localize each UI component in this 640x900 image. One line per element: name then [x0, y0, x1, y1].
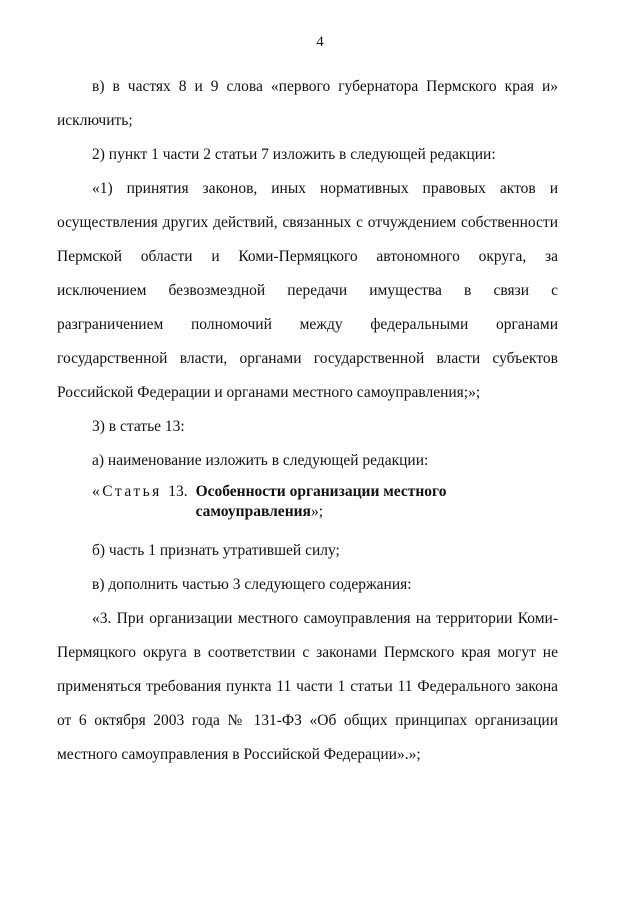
paragraph-quoted-part-3: «3. При организации местного самоуправления на территории Коми-Пермяцкого округа в соответствии с законами Пермского края могут не применяться требования пункта 11 части 1 статьи 11 Федерального закона от 6 октября 2003 года № 131-ФЗ «Об общих принципах организации местного самоуправления в Российской Федерации».»; — [57, 610, 558, 763]
article-title: Особенности организации местного самоуправления»; — [195, 483, 447, 520]
paragraph-subitem-b: б) часть 1 признать утратившей силу; — [92, 542, 340, 559]
paragraph-subitem-v: в) дополнить частью 3 следующего содержания: — [92, 576, 412, 593]
paragraph-amendment-v: в) в частях 8 и 9 слова «первого губернатора Пермского края и» исключить; — [57, 78, 558, 129]
paragraph-quoted-item-1: «1) принятия законов, иных нормативных правовых актов и осуществления других действий, связанных с отчуждением собственности Пермской области и Коми-Пермяцкого автономного округа, за исключением безвозмездной передачи имущества в связи с разграничением полномочий между федеральными органами государственной власти, органами государственной власти субъектов Российской Федерации и органами местного самоуправления;»; — [57, 180, 558, 401]
article-label: «Статья 13. — [92, 483, 188, 500]
document-body — [57, 70, 558, 772]
paragraph-subitem-a: а) наименование изложить в следующей редакции: — [92, 452, 429, 469]
page-number: 4 — [316, 34, 324, 50]
article-heading — [57, 478, 558, 534]
paragraph-item-3: 3) в статье 13: — [92, 418, 185, 435]
paragraph-item-2: 2) пункт 1 части 2 статьи 7 изложить в следующей редакции: — [92, 146, 496, 163]
